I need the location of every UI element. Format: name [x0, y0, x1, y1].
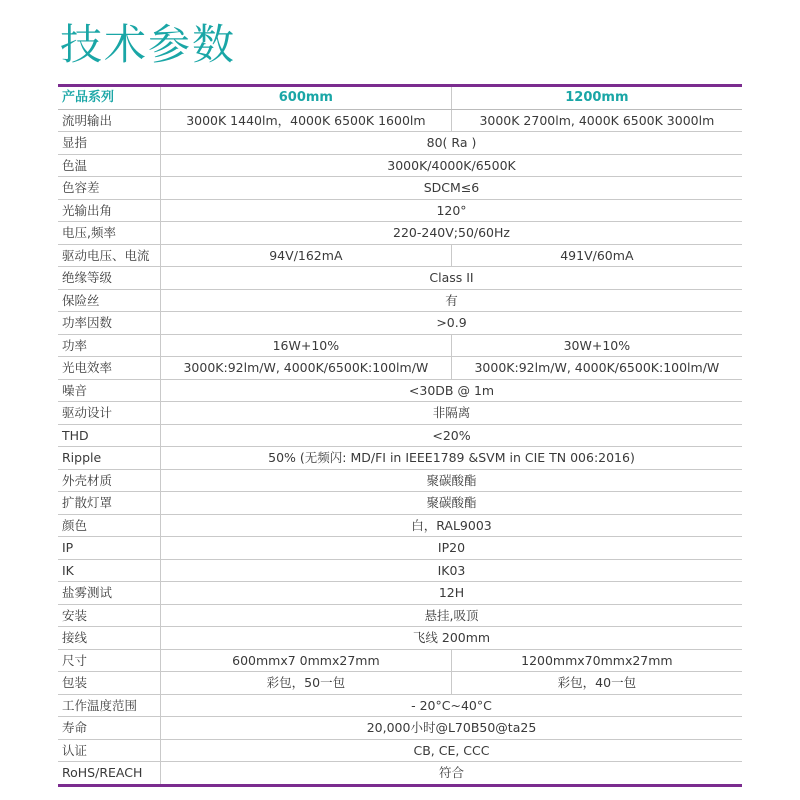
row-label: 功率: [58, 334, 161, 357]
row-label: 噪音: [58, 379, 161, 402]
table-row: [58, 694, 742, 717]
table-row: [58, 222, 742, 245]
row-label: 颜色: [58, 514, 161, 537]
table-row: [58, 492, 742, 515]
row-label: 安装: [58, 604, 161, 627]
table-row: [58, 717, 742, 740]
row-label: 包装: [58, 672, 161, 695]
row-value-1200mm: 491V/60mA: [451, 244, 742, 267]
table-row: [58, 672, 742, 695]
row-value: IP20: [161, 537, 743, 560]
row-label: 寿命: [58, 717, 161, 740]
row-label: 电压,频率: [58, 222, 161, 245]
row-value-1200mm: 30W+10%: [451, 334, 742, 357]
row-label: THD: [58, 424, 161, 447]
row-label: 光电效率: [58, 357, 161, 380]
table-row: [58, 559, 742, 582]
table-body: [58, 109, 742, 784]
row-label: 光输出角: [58, 199, 161, 222]
header-col-1200mm: 1200mm: [451, 87, 742, 109]
row-value-1200mm: 3000K 2700lm, 4000K 6500K 3000lm: [451, 109, 742, 132]
table-row: [58, 379, 742, 402]
row-value-600mm: 94V/162mA: [161, 244, 452, 267]
row-label: Ripple: [58, 447, 161, 470]
table-row: [58, 604, 742, 627]
table-bottom-rule: [58, 784, 742, 787]
table-row: [58, 244, 742, 267]
row-value-600mm: 彩包，50一包: [161, 672, 452, 695]
row-value: 3000K/4000K/6500K: [161, 154, 743, 177]
row-value: 120°: [161, 199, 743, 222]
row-label: IK: [58, 559, 161, 582]
table-row: [58, 177, 742, 200]
table-row: [58, 514, 742, 537]
row-label: 接线: [58, 627, 161, 650]
row-label: 驱动设计: [58, 402, 161, 425]
row-value: <20%: [161, 424, 743, 447]
table-row: [58, 154, 742, 177]
row-value: SDCM≤6: [161, 177, 743, 200]
table-row: [58, 537, 742, 560]
table-header-row: [58, 87, 742, 109]
row-value: >0.9: [161, 312, 743, 335]
row-value-1200mm: 彩包，40一包: [451, 672, 742, 695]
row-label: 绝缘等级: [58, 267, 161, 290]
row-label: IP: [58, 537, 161, 560]
table-row: [58, 447, 742, 470]
row-label: 盐雾测试: [58, 582, 161, 605]
row-value: 80( Ra ): [161, 132, 743, 155]
table-row: [58, 739, 742, 762]
row-value-1200mm: 3000K:92lm/W, 4000K/6500K:100lm/W: [451, 357, 742, 380]
header-col-600mm: 600mm: [161, 87, 452, 109]
table-row: [58, 402, 742, 425]
row-value: 220-240V;50/60Hz: [161, 222, 743, 245]
row-label: 显指: [58, 132, 161, 155]
table-row: [58, 357, 742, 380]
row-label: 色容差: [58, 177, 161, 200]
row-value-600mm: 600mmx7 0mmx27mm: [161, 649, 452, 672]
row-value: 符合: [438, 765, 464, 780]
row-value: 悬挂,吸顶: [161, 604, 743, 627]
table-row: [58, 199, 742, 222]
table-row: [58, 469, 742, 492]
table-row: [58, 132, 742, 155]
row-label: 保险丝: [58, 289, 161, 312]
table-row: [58, 312, 742, 335]
table-row: [58, 762, 742, 784]
row-value: 非隔离: [161, 402, 743, 425]
row-label: 外壳材质: [58, 469, 161, 492]
table-row: [58, 109, 742, 132]
spec-table: [58, 84, 742, 787]
header-label: 产品系列: [58, 87, 161, 109]
table-row: [58, 267, 742, 290]
row-value: 50% (无频闪: MD/FI in IEEE1789 &SVM in CIE TN 006:2016): [161, 447, 743, 470]
table-row: [58, 627, 742, 650]
row-label: 认证: [58, 739, 161, 762]
row-value: 白，RAL9003: [161, 514, 743, 537]
table-row: [58, 334, 742, 357]
table-row: [58, 582, 742, 605]
row-value: 聚碳酸酯: [161, 469, 743, 492]
row-label: RoHS/REACH: [58, 762, 161, 784]
row-label: 扩散灯罩: [58, 492, 161, 515]
row-value: 飞线 200mm: [161, 627, 743, 650]
row-value: 聚碳酸酯: [161, 492, 743, 515]
row-value: <30DB @ 1m: [161, 379, 743, 402]
table-row: [58, 649, 742, 672]
row-value: IK03: [161, 559, 743, 582]
row-label: 工作温度范围: [58, 694, 161, 717]
row-label: 功率因数: [58, 312, 161, 335]
row-value: - 20°C~40°C: [161, 694, 743, 717]
row-label: 色温: [58, 154, 161, 177]
row-value-600mm: 3000K 1440lm，4000K 6500K 1600lm: [161, 109, 452, 132]
row-label: 尺寸: [58, 649, 161, 672]
row-value-1200mm: 1200mmx70mmx27mm: [451, 649, 742, 672]
row-value-600mm: 3000K:92lm/W, 4000K/6500K:100lm/W: [161, 357, 452, 380]
row-label: 流明输出: [58, 109, 161, 132]
row-value-600mm: 16W+10%: [161, 334, 452, 357]
row-value: 有: [161, 289, 743, 312]
row-value: CB, CE, CCC: [161, 739, 743, 762]
page-title: 技术参数: [60, 20, 237, 69]
row-value: 12H: [161, 582, 743, 605]
row-label: 驱动电压、电流: [58, 244, 161, 267]
table-row: [58, 424, 742, 447]
row-value: 20,000小时@L70B50@ta25: [161, 717, 743, 740]
table-row: [58, 289, 742, 312]
row-value: Class II: [161, 267, 743, 290]
